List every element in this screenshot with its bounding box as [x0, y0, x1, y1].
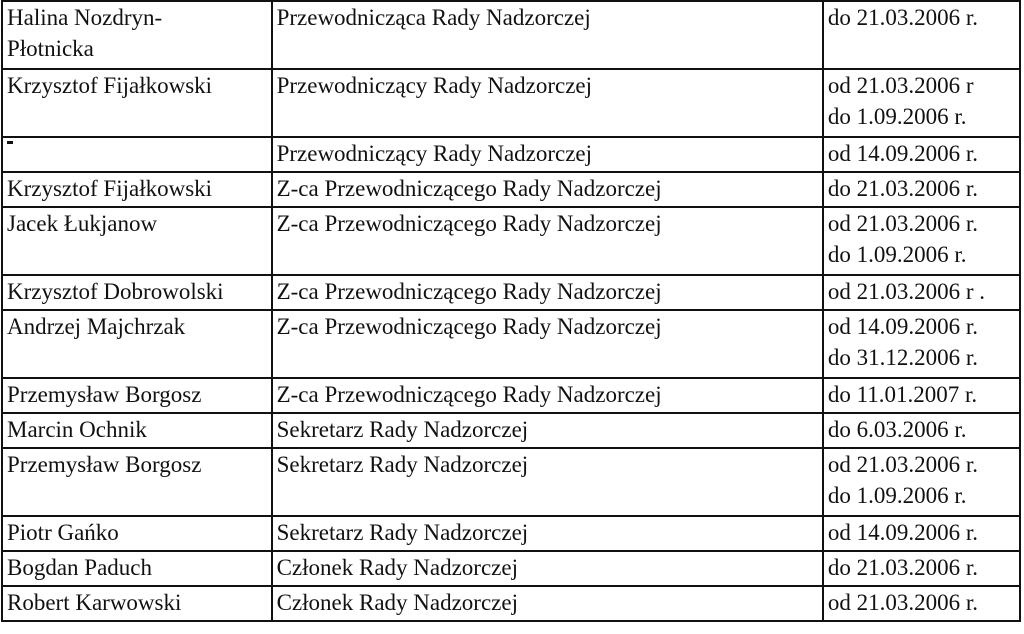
member-name-cell	[2, 275, 272, 310]
member-name-cell	[2, 378, 272, 413]
member-name: Robert Karwowski	[7, 590, 182, 615]
member-dates-cell	[823, 137, 1020, 172]
table-row	[2, 207, 1020, 275]
member-dates-cell	[823, 310, 1020, 378]
table-body	[2, 1, 1020, 621]
table-row	[2, 69, 1020, 137]
member-name: Jacek Łukjanow	[7, 211, 158, 236]
table-row	[2, 137, 1020, 172]
member-date: od 21.03.2006 r.	[827, 211, 978, 236]
member-role-cell	[272, 137, 823, 172]
member-role-cell	[272, 1, 823, 69]
member-role-cell	[272, 69, 823, 137]
table-row	[2, 310, 1020, 378]
member-name-cell	[2, 69, 272, 137]
member-name-cell	[2, 551, 272, 586]
member-date: od 21.03.2006 r .	[827, 279, 985, 304]
member-date: do 11.01.2007 r.	[827, 382, 978, 407]
member-date: do 21.03.2006 r.	[827, 176, 978, 201]
member-role: Z-ca Przewodniczącego Rady Nadzorczej	[276, 382, 662, 407]
table-row	[2, 172, 1020, 207]
member-date: do 31.12.2006 r.	[827, 345, 978, 370]
member-name: Marcin Ochnik	[7, 417, 147, 442]
member-name: Przemysław Borgosz	[7, 452, 202, 477]
member-date: do 21.03.2006 r.	[827, 5, 978, 30]
member-name-cell	[2, 413, 272, 448]
member-role-cell	[272, 207, 823, 275]
member-name: Przemysław Borgosz	[7, 382, 202, 407]
member-dates-cell	[823, 172, 1020, 207]
member-name-cell	[2, 516, 272, 551]
member-dates-cell	[823, 275, 1020, 310]
member-role-cell	[272, 516, 823, 551]
member-date: od 21.03.2006 r.	[827, 590, 978, 615]
member-date: od 14.09.2006 r.	[827, 141, 978, 166]
member-dates-cell	[823, 413, 1020, 448]
member-dates-cell	[823, 69, 1020, 137]
member-dates-cell	[823, 448, 1020, 516]
member-role: Członek Rady Nadzorczej	[276, 590, 518, 615]
member-dates-cell	[823, 516, 1020, 551]
member-name-cell	[2, 1, 272, 69]
member-date: do 1.09.2006 r.	[827, 242, 967, 267]
member-role: Przewodnicząca Rady Nadzorczej	[276, 5, 591, 30]
member-role: Z-ca Przewodniczącego Rady Nadzorczej	[276, 314, 662, 339]
table-row	[2, 413, 1020, 448]
member-name: Płotnicka	[7, 36, 94, 61]
table-row	[2, 275, 1020, 310]
member-date: do 6.03.2006 r.	[827, 417, 967, 442]
member-role: Z-ca Przewodniczącego Rady Nadzorczej	[276, 279, 662, 304]
table-row	[2, 378, 1020, 413]
member-dates-cell	[823, 378, 1020, 413]
member-dates-cell	[823, 207, 1020, 275]
member-name-cell	[2, 137, 272, 172]
member-role-cell	[272, 448, 823, 516]
redaction-mark	[7, 141, 13, 144]
member-name: Piotr Gańko	[7, 520, 119, 545]
member-name: Krzysztof Dobrowolski	[7, 279, 224, 304]
member-role: Sekretarz Rady Nadzorczej	[276, 417, 529, 442]
member-role: Z-ca Przewodniczącego Rady Nadzorczej	[276, 176, 662, 201]
member-name-cell	[2, 586, 272, 621]
member-role-cell	[272, 413, 823, 448]
member-role: Sekretarz Rady Nadzorczej	[276, 452, 529, 477]
member-role-cell	[272, 551, 823, 586]
member-dates-cell	[823, 1, 1020, 69]
member-date: do 1.09.2006 r.	[827, 104, 967, 129]
member-name-cell	[2, 172, 272, 207]
table-row	[2, 551, 1020, 586]
member-name: Krzysztof Fijałkowski	[7, 176, 213, 201]
member-date: od 14.09.2006 r.	[827, 314, 978, 339]
member-date: od 21.03.2006 r.	[827, 452, 978, 477]
member-role: Z-ca Przewodniczącego Rady Nadzorczej	[276, 211, 662, 236]
table-row	[2, 1, 1020, 69]
member-role: Sekretarz Rady Nadzorczej	[276, 520, 529, 545]
member-role-cell	[272, 310, 823, 378]
member-date: od 14.09.2006 r.	[827, 520, 978, 545]
supervisory-board-table	[1, 0, 1021, 622]
member-name-cell	[2, 310, 272, 378]
member-date: do 1.09.2006 r.	[827, 483, 967, 508]
member-role: Członek Rady Nadzorczej	[276, 555, 518, 580]
member-date: od 21.03.2006 r	[827, 73, 974, 98]
member-name: Halina Nozdryn-	[7, 5, 163, 30]
table-row	[2, 586, 1020, 621]
table-row	[2, 516, 1020, 551]
member-date: do 21.03.2006 r.	[827, 555, 978, 580]
member-role: Przewodniczący Rady Nadzorczej	[276, 73, 593, 98]
member-role-cell	[272, 586, 823, 621]
member-name-cell	[2, 448, 272, 516]
table-row	[2, 448, 1020, 516]
member-role-cell	[272, 172, 823, 207]
member-name: Krzysztof Fijałkowski	[7, 73, 213, 98]
member-name-cell	[2, 207, 272, 275]
member-name: Bogdan Paduch	[7, 555, 153, 580]
member-role: Przewodniczący Rady Nadzorczej	[276, 141, 593, 166]
member-role-cell	[272, 275, 823, 310]
member-dates-cell	[823, 551, 1020, 586]
member-name: Andrzej Majchrzak	[7, 314, 186, 339]
member-dates-cell	[823, 586, 1020, 621]
member-role-cell	[272, 378, 823, 413]
